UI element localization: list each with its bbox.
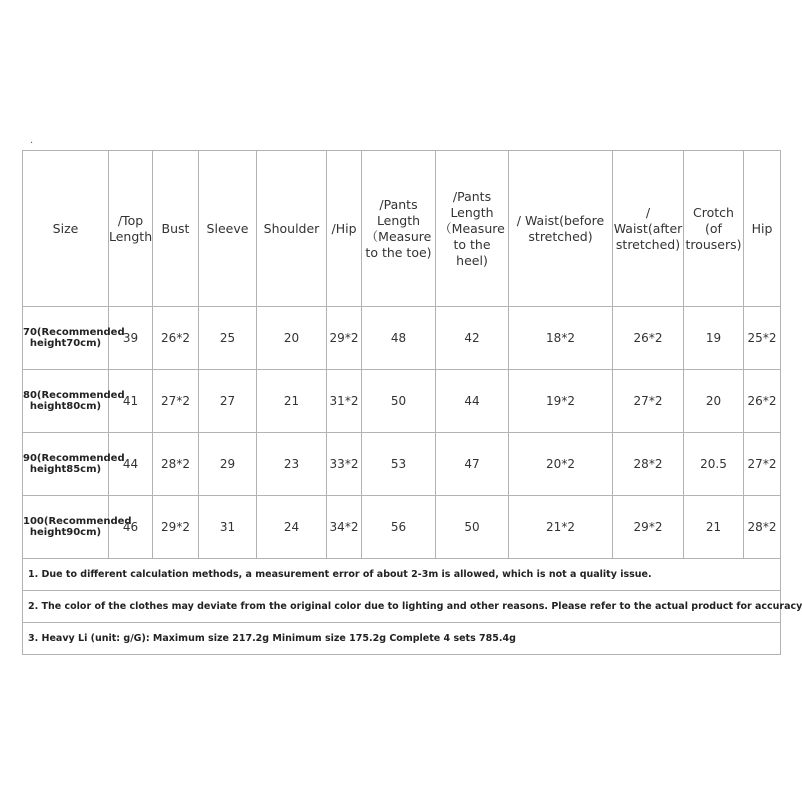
pants-heel-cell: 42 xyxy=(436,307,509,370)
pants-toe-cell: 56 xyxy=(362,496,436,559)
size-label: 70(Recommended xyxy=(23,327,125,338)
size-chart-table xyxy=(22,150,802,655)
hip-2-cell: 26*2 xyxy=(744,370,781,433)
bust-cell: 29*2 xyxy=(153,496,199,559)
size-cell xyxy=(23,307,125,370)
bust-cell: 26*2 xyxy=(153,307,199,370)
hip-cell: 31*2 xyxy=(327,370,362,433)
header-row xyxy=(23,151,781,307)
size-label: 100(Recommended xyxy=(23,516,132,527)
pants-toe-cell: 48 xyxy=(362,307,436,370)
note-row xyxy=(23,591,781,623)
size-cell xyxy=(23,370,125,433)
hip-cell: 33*2 xyxy=(327,433,362,496)
header-size: Size xyxy=(23,151,109,307)
waist-after-cell: 26*2 xyxy=(613,307,684,370)
sleeve-cell: 27 xyxy=(199,370,257,433)
header-waist-after: / Waist(after stretched) xyxy=(613,151,684,307)
pants-heel-cell: 50 xyxy=(436,496,509,559)
pants-toe-cell: 53 xyxy=(362,433,436,496)
note-row xyxy=(23,559,781,591)
crotch-cell: 19 xyxy=(684,307,744,370)
size-height: height85cm) xyxy=(29,464,102,475)
top-length-cell: 46 xyxy=(109,496,153,559)
size-cell xyxy=(23,433,125,496)
waist-after-cell: 28*2 xyxy=(613,433,684,496)
table-row xyxy=(23,496,781,559)
bust-cell: 28*2 xyxy=(153,433,199,496)
shoulder-cell: 23 xyxy=(257,433,327,496)
header-hip-2: Hip xyxy=(744,151,781,307)
waist-before-cell: 19*2 xyxy=(509,370,613,433)
hip-2-cell: 27*2 xyxy=(744,433,781,496)
hip-cell: 34*2 xyxy=(327,496,362,559)
pants-heel-cell: 47 xyxy=(436,433,509,496)
hip-2-cell: 25*2 xyxy=(744,307,781,370)
header-bust: Bust xyxy=(153,151,199,307)
crotch-cell: 20 xyxy=(684,370,744,433)
bust-cell: 27*2 xyxy=(153,370,199,433)
note-measurement-error: 1. Due to different calculation methods, a measurement error of about 2-3m is allowed, which is not a quality issue. xyxy=(23,559,781,591)
header-hip: /Hip xyxy=(327,151,362,307)
size-height: height70cm) xyxy=(29,338,102,349)
pants-heel-cell: 44 xyxy=(436,370,509,433)
top-length-cell: 44 xyxy=(109,433,153,496)
hip-cell: 29*2 xyxy=(327,307,362,370)
header-pants-length-heel: /Pants Length（Measure to the heel) xyxy=(436,151,509,307)
sleeve-cell: 25 xyxy=(199,307,257,370)
header-shoulder: Shoulder xyxy=(257,151,327,307)
crotch-cell: 21 xyxy=(684,496,744,559)
waist-before-cell: 20*2 xyxy=(509,433,613,496)
size-label: 90(Recommended xyxy=(23,453,125,464)
shoulder-cell: 21 xyxy=(257,370,327,433)
shoulder-cell: 20 xyxy=(257,307,327,370)
header-top-length: /Top Length xyxy=(109,151,153,307)
top-length-cell: 39 xyxy=(109,307,153,370)
sleeve-cell: 31 xyxy=(199,496,257,559)
stray-mark: . xyxy=(30,135,34,146)
shoulder-cell: 24 xyxy=(257,496,327,559)
table-row xyxy=(23,307,781,370)
table-row xyxy=(23,370,781,433)
size-label: 80(Recommended xyxy=(23,390,125,401)
waist-before-cell: 21*2 xyxy=(509,496,613,559)
table-row xyxy=(23,433,781,496)
waist-before-cell: 18*2 xyxy=(509,307,613,370)
waist-after-cell: 27*2 xyxy=(613,370,684,433)
note-color-deviation: 2. The color of the clothes may deviate from the original color due to lighting and other reasons. Please refer to the actual product for accuracy xyxy=(23,591,781,623)
size-height: height80cm) xyxy=(29,401,102,412)
header-sleeve: Sleeve xyxy=(199,151,257,307)
note-weight: 3. Heavy Li (unit: g/G): Maximum size 217.2g Minimum size 175.2g Complete 4 sets 785.4g xyxy=(23,623,781,655)
header-pants-length-toe: /Pants Length（Measure to the toe) xyxy=(362,151,436,307)
top-length-cell: 41 xyxy=(109,370,153,433)
crotch-cell: 20.5 xyxy=(684,433,744,496)
header-waist-before: / Waist(before stretched) xyxy=(509,151,613,307)
size-height: height90cm) xyxy=(29,527,102,538)
hip-2-cell: 28*2 xyxy=(744,496,781,559)
pants-toe-cell: 50 xyxy=(362,370,436,433)
waist-after-cell: 29*2 xyxy=(613,496,684,559)
header-crotch: Crotch (of trousers) xyxy=(684,151,744,307)
sleeve-cell: 29 xyxy=(199,433,257,496)
note-row xyxy=(23,623,781,655)
